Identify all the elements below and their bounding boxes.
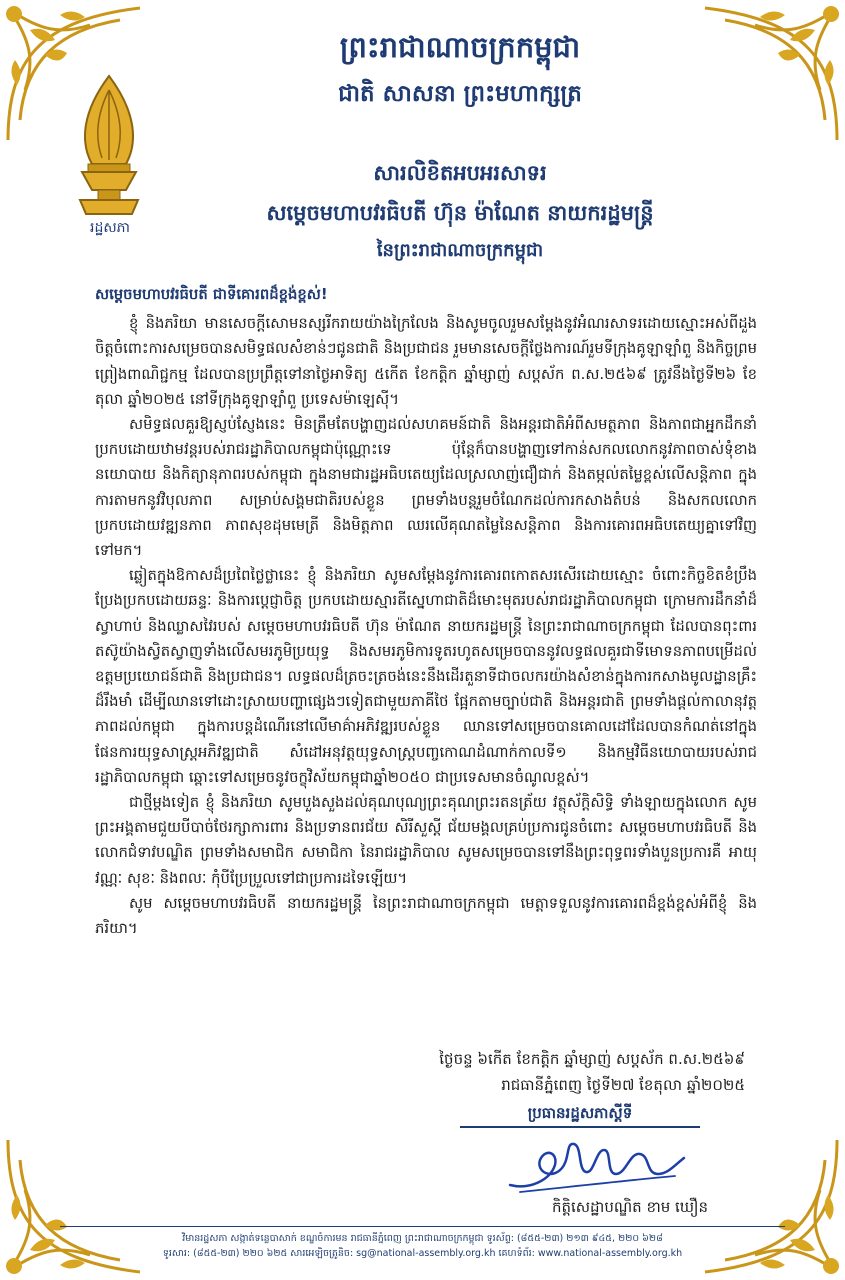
place-date: រាជធានីភ្នំពេញ ថ្ងៃទី២៧ ខែតុលា ឆ្នាំ២០២៥	[501, 1076, 745, 1094]
recipient-title: សម្តេចមហាបវរធិបតី ហ៊ុន ម៉ាណែត នាយករដ្ឋមន្ត្រី	[266, 201, 654, 225]
corner-ornament-top-right	[695, 0, 845, 150]
paragraph-2: សមិទ្ធផលគួរឱ្យស្ញប់ស្ញែងនេះ មិនត្រឹមតែបង្ហាញដល់សហគមន៍ជាតិ និងអន្តរជាតិអំពីសមត្ថភាព និងភាពជាអ្នកដឹកនាំប្រកបដោយឋាមវន្តរបស់រាជរដ្ឋាភិបាលកម្ពុជាប៉ុណ្ណោះទេ ប៉ុន្តែក៏បានបង្ហាញទៅកាន់សកលលោកនូវភាពចាស់ទុំខាងនយោបាយ និងកិត្យានុភាពរបស់កម្ពុជា ក្នុងនាមជារដ្ឋអធិបតេយ្យដែលស្រលាញ់ជឿជាក់ និងតម្កល់តម្លៃខ្ពស់លើសន្តិភាព ក្នុងការតាមកនូវវិបុលភាព សម្រាប់សង្គមជាតិរបស់ខ្លួន ព្រមទាំងបន្តរួមចំណែកដល់ការកសាងតំបន់ និងសកលលោក ប្រកបដោយវឌ្ឍនភាព ភាពសុខដុមមេត្រី និងមិត្តភាព ឈរលើគុណតម្លៃនៃសន្តិភាព និងការគោរពអធិបតេយ្យគ្នាទៅវិញទៅមក។	[95, 416, 757, 560]
footer	[60, 1226, 785, 1261]
recipient-org: នៃព្រះរាជាណាចក្រកម្ពុជា	[376, 240, 544, 261]
paragraph-4: ជាថ្មីម្តងទៀត ខ្ញុំ និងភរិយា សូមបួងសួងដល់គុណបុណ្យព្រះគុណព្រះរតនត្រ័យ វត្ថុស័ក្តិសិទ្ធិ ទាំងឡាយក្នុងលោក សូមព្រះអង្គតាមជួយបីបាច់ថែរក្សាការពារ និងប្រទានពរជ័យ សិរីសួស្តី ជ័យមង្គលគ្រប់ប្រការជូនចំពោះ សម្តេចមហាបវរធិបតី និងលោកជំទាវបណ្ឌិត ព្រមទាំងសមាជិក សមាជិកា នៃរាជរដ្ឋាភិបាល សូមសម្រេចបានទៅនឹងព្រះពុទ្ធពរទាំងបួនប្រការគឺ អាយុ វណ្ណៈ សុខៈ និងពលៈ កុំបីប្រែប្រួលទៅជាប្រការដទៃឡើយ។	[95, 794, 757, 887]
letter-type-title: សារលិខិតអបអរសាទរ	[373, 161, 547, 185]
paragraph-5: សូម សម្តេចមហាបវរធិបតី នាយករដ្ឋមន្ត្រី នៃព្រះរាជាណាចក្រកម្ពុជា មេត្តាទទួលនូវការគោរពដ៏ខ្ពង់ខ្ពស់អំពីខ្ញុំ និងភរិយា។	[95, 894, 757, 938]
paragraph-3: ឆ្លៀតក្នុងឱកាសដ៏ប្រពៃថ្លៃថ្លានេះ ខ្ញុំ និងភរិយា សូមសម្តែងនូវការគោរពកោតសរសើរដោយស្មោះ ចំពោះកិច្ចខិតខំប្រឹងប្រែងប្រកបដោយឆន្ទៈ និងការប្តេជ្ញាចិត្ត ប្រកបដោយស្មារតីស្នេហាជាតិដ៏មោះមុតរបស់រាជរដ្ឋាភិបាលកម្ពុជា ក្រោមការដឹកនាំដ៏ស្វាហាប់ និងឈ្លាសវៃរបស់ សម្តេចមហាបវរធិបតី ហ៊ុន ម៉ាណែត នាយករដ្ឋមន្ត្រី នៃព្រះរាជាណាចក្រកម្ពុជា ដែលបានពុះពារតស៊ូយ៉ាងស្វិតស្វាញទាំងលើសមរភូមិប្រយុទ្ធ និងសមរភូមិការទូតរហូតសម្រេចបាននូវលទ្ធផលគួរជាទីមោទនភាពបម្រើដល់ឧត្តមប្រយោជន៍ជាតិ និងប្រជាជន។ លទ្ធផលដ៏ត្រចះត្រចង់នេះនឹងដើរតួនាទីជាចលករយ៉ាងសំខាន់ក្នុងការកសាងមូលដ្ឋានគ្រឹះដ៏រឹងមាំ ដើម្បីឈានទៅដោះស្រាយបញ្ហាផ្សេងៗទៀតជាមួយភាគីថៃ ផ្អែកតាមច្បាប់ជាតិ និងអន្តរជាតិ ព្រមទាំងផ្តល់កាលានុវត្តភាពដល់កម្ពុជា ក្នុងការបន្តដំណើរនៅលើមាគ៌ាអភិវឌ្ឍរបស់ខ្លួន ឈានទៅសម្រេចបានគោលដៅដែលបានកំណត់នៅក្នុងផែនការយុទ្ធសាស្ត្រអភិវឌ្ឍជាតិ សំដៅអនុវត្តយុទ្ធសាស្ត្របញ្ចកោណដំណាក់កាលទី១ និងកម្មវិធីនយោបាយរបស់រាជរដ្ឋាភិបាលកម្ពុជា ឆ្ពោះទៅសម្រេចនូវចក្ខុវិស័យកម្ពុជាឆ្នាំ២០៥០ ជាប្រទេសមានចំណូលខ្ពស់។	[95, 567, 757, 786]
signatory-name: កិត្តិសេដ្ឋាបណ្ឌិត ខាម ឃឿន	[551, 1198, 709, 1216]
paragraph-1: ខ្ញុំ និងភរិយា មានសេចក្តីសោមនស្សរីករាយយ៉ាងក្រៃលែង និងសូមចូលរួមសម្តែងនូវអំណរសាទរដោយស្មោះអស់ពីដួងចិត្តចំពោះការសម្រេចបានសមិទ្ធផលសំខាន់ៗជូនជាតិ និងប្រជាជន រួមមានសេចក្តីថ្លែងការណ៍រួមទីក្រុងគូឡាឡាំពួ និងកិច្ចព្រមព្រៀងពាណិជ្ជកម្ម ដែលបានប្រព្រឹត្តទៅនាថ្ងៃអាទិត្យ ៥កើត ខែកត្តិក ឆ្នាំម្សាញ់ សប្តស័ក ព.ស.២៥៦៩ ត្រូវនឹងថ្ងៃទី២៦ ខែតុលា ឆ្នាំ២០២៥ នៅទីក្រុងគូឡាឡាំពួ ប្រទេសម៉ាឡេស៊ី។	[95, 315, 757, 408]
letter-body	[95, 282, 757, 941]
footer-address: វិមានរដ្ឋសភា សង្កាត់ទន្លេបាសាក់ ខណ្ឌចំការមន រាជធានីភ្នំពេញ ព្រះរាជាណាចក្រកម្ពុជា ទូរស័ព្ទ: (៨៥៥-២៣) ២១៣ ៩៤៥, ២២០ ៦២៨	[182, 1233, 663, 1244]
footer-contact: ទូរសារ: (៨៥៥-២៣) ២២០ ៦២៥ សារអេឡិចត្រូនិច: sg@national-assembly.org.kh គេហទំព័រ: www.national-assembly.org.kh	[162, 1248, 683, 1259]
handwritten-signature-icon	[500, 1130, 690, 1200]
parliament-emblem-icon	[62, 72, 157, 222]
lunar-date: ថ្ងៃចន្ទ ៦កើត ខែកត្តិក ឆ្នាំម្សាញ់ សប្តស័ក ព.ស.២៥៦៩	[439, 1050, 745, 1068]
emblem-label: រដ្ឋសភា	[90, 220, 130, 236]
signatory-title: ប្រធានរដ្ឋសភាស្តីទី	[460, 1104, 700, 1128]
national-motto: ជាតិ សាសនា ព្រះមហាក្សត្រ	[338, 81, 582, 107]
salutation: សម្តេចមហាបវរធិបតី ជាទីគោរពដ៏ខ្ពង់ខ្ពស់!	[95, 286, 328, 303]
kingdom-heading: ព្រះរាជាណាចក្រកម្ពុជា	[339, 30, 581, 64]
